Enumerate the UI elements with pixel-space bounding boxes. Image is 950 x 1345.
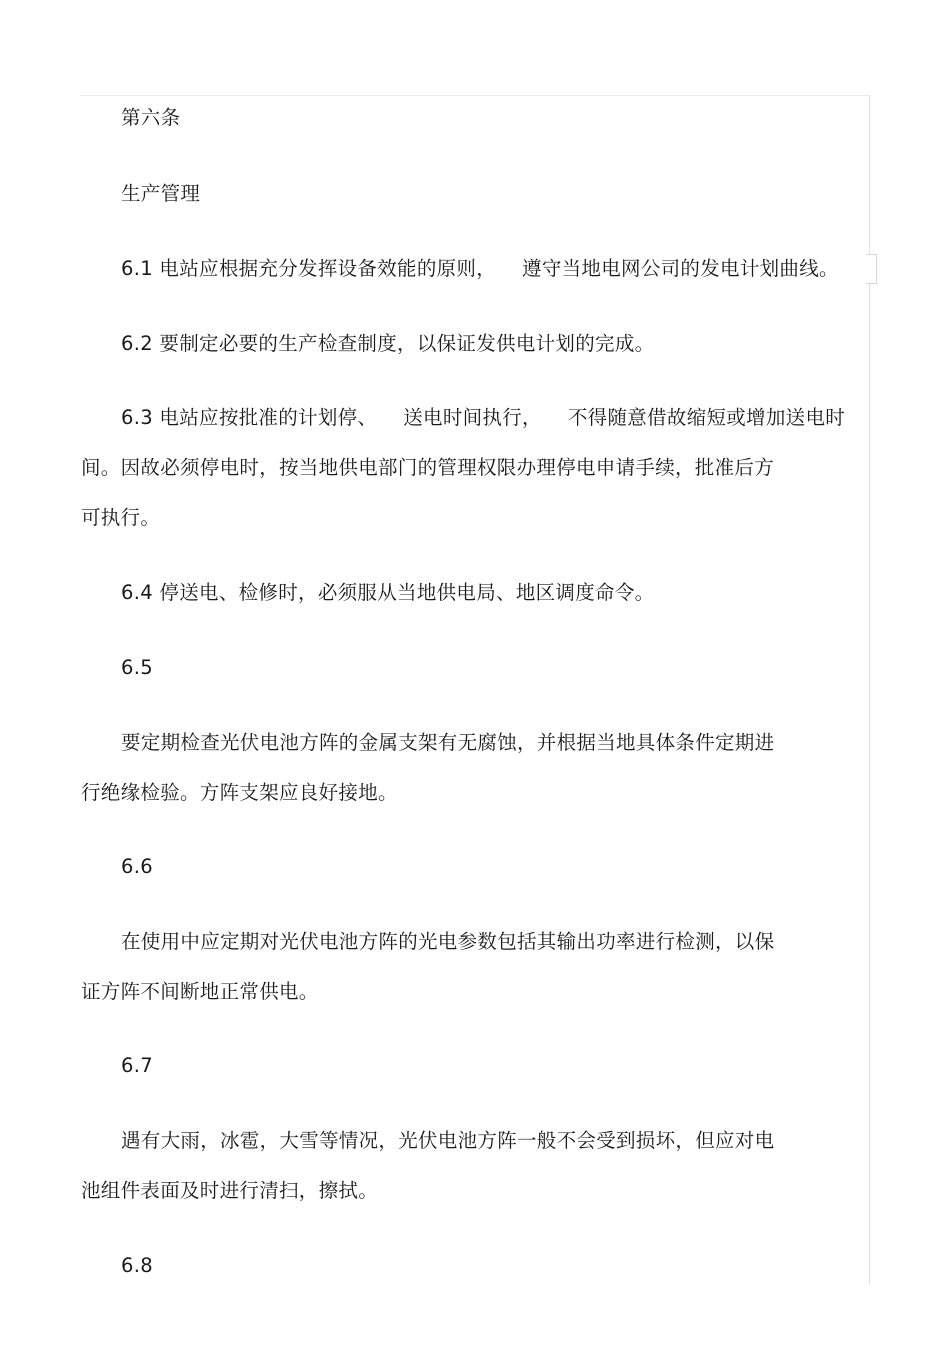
clause-text: 停送电、检修时，必须服从当地供电局、地区调度命令。 bbox=[159, 581, 655, 604]
page-edge-marker bbox=[866, 254, 877, 284]
article-title: 第六条 bbox=[121, 106, 181, 129]
clause-6-4 bbox=[121, 581, 654, 605]
clause-6-6-continuation: 证方阵不间断地正常供电。 bbox=[81, 980, 319, 1003]
clause-6-5-text: 要定期检查光伏电池方阵的金属支架有无腐蚀，并根据当地具体条件定期进 bbox=[121, 731, 775, 754]
clause-text: 电站应按批准的计划停、 bbox=[159, 406, 378, 429]
clause-number: 6.2 bbox=[121, 332, 153, 355]
clause-6-1 bbox=[121, 257, 839, 281]
clause-number: 6.1 bbox=[121, 257, 153, 280]
clause-6-3 bbox=[121, 406, 845, 430]
clause-text: 遵守当地电网公司的发电计划曲线。 bbox=[522, 257, 839, 280]
page-border-top bbox=[80, 95, 870, 96]
clause-6-7-continuation: 池组件表面及时进行清扫，擦拭。 bbox=[81, 1179, 379, 1202]
clause-number: 6.3 bbox=[121, 406, 153, 429]
clause-text: 不得随意借故缩短或增加送电时 bbox=[567, 406, 846, 429]
clause-6-3-continuation: 可执行。 bbox=[81, 506, 161, 529]
clause-6-2 bbox=[121, 332, 654, 356]
clause-text: 电站应根据充分发挥设备效能的原则， bbox=[159, 257, 497, 280]
clause-6-7-text: 遇有大雨，冰雹，大雪等情况，光伏电池方阵一般不会受到损坏，但应对电 bbox=[121, 1129, 775, 1152]
clause-6-5-number: 6.5 bbox=[121, 656, 153, 679]
section-heading: 生产管理 bbox=[121, 182, 201, 205]
clause-6-6-number: 6.6 bbox=[121, 855, 153, 878]
clause-number: 6.4 bbox=[121, 581, 153, 604]
clause-6-7-number: 6.7 bbox=[121, 1054, 153, 1077]
clause-6-5-continuation: 行绝缘检验。方阵支架应良好接地。 bbox=[81, 781, 398, 804]
clause-6-6-text: 在使用中应定期对光伏电池方阵的光电参数包括其输出功率进行检测，以保 bbox=[121, 930, 775, 953]
clause-text: 送电时间执行， bbox=[403, 406, 542, 429]
clause-text: 要制定必要的生产检查制度，以保证发供电计划的完成。 bbox=[159, 332, 655, 355]
clause-6-8-number: 6.8 bbox=[121, 1254, 153, 1277]
clause-6-3-continuation: 间。因故必须停电时，按当地供电部门的管理权限办理停电申请手续，批准后方 bbox=[81, 456, 775, 479]
